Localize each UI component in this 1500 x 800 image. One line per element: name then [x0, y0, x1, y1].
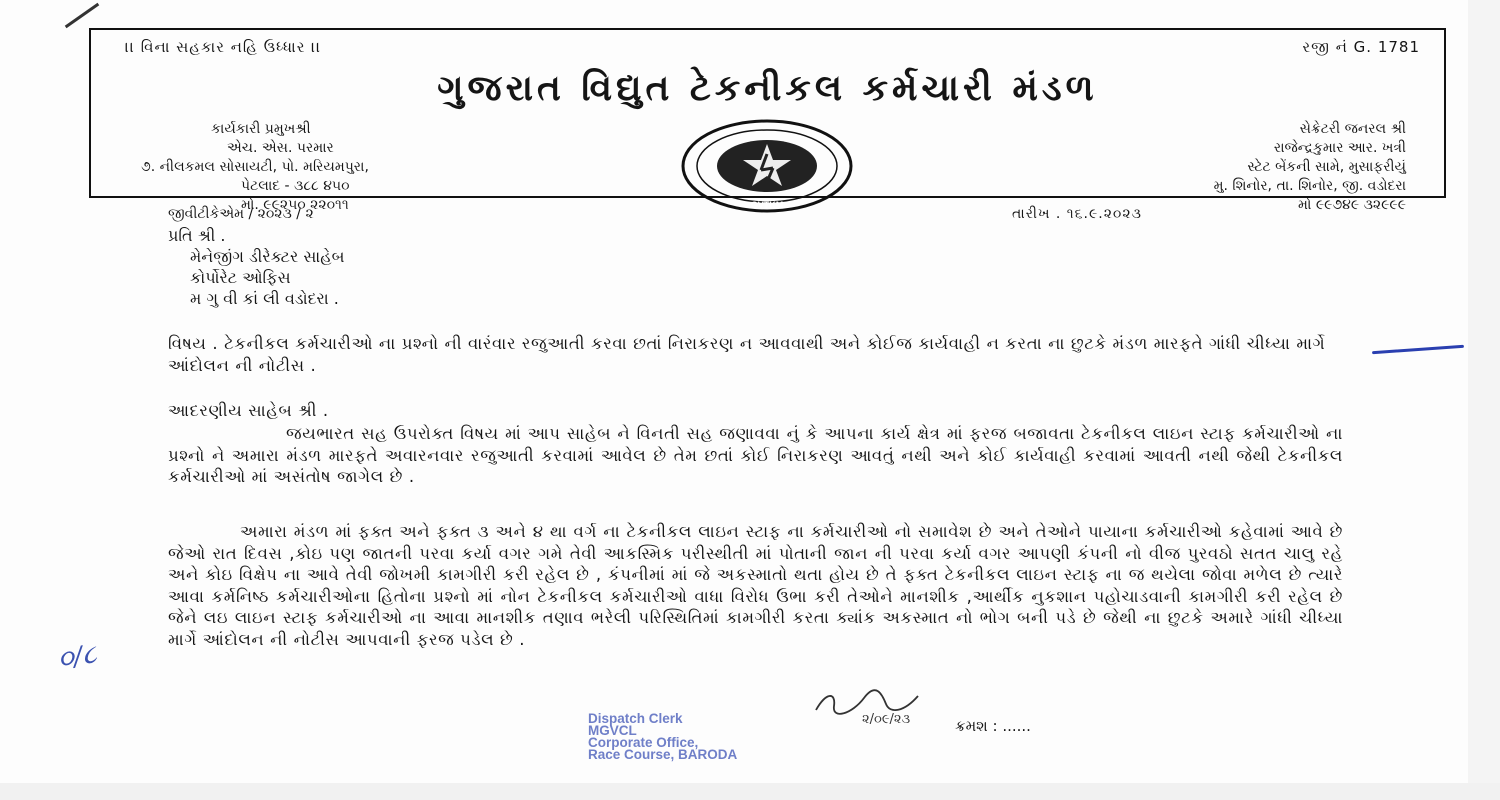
president-title: કાર્યકારી પ્રમુખશ્રી [211, 121, 311, 137]
letterhead-box [89, 28, 1446, 213]
recipient-line4: મ ગુ વી કાં લી વડોદરા . [190, 289, 339, 308]
recipient-address [168, 225, 344, 309]
stamp-line2: MGVCL [588, 723, 637, 738]
recipient-line1: પ્રતિ શ્રી . [168, 226, 226, 245]
secretary-title: સેક્રેટરી જનરલ શ્રી [1299, 121, 1406, 137]
stamp-line4: Race Course, BARODA [588, 747, 738, 762]
secretary-phone: મો ૯૯૭૪૯ ૩૨૯૯૯ [1298, 197, 1406, 213]
continued-marker: ક્રમશ : ...... [955, 717, 1031, 735]
seal-text: GVTKM [750, 200, 784, 210]
handwritten-stamp-date: ૨/૦૯/૨૩ [862, 712, 911, 727]
registration-number: રજી નં G. 1781 [1302, 38, 1420, 56]
secretary-address-line2: મુ. શિનોર, તા. શિનોર, જી. વડોદરા [1213, 178, 1406, 194]
president-address-line2: પેટલાદ - ૩૮૮ ૪૫૦ [241, 178, 350, 194]
president-phone: મો. ૯૯૨૫૦ ૨૨૦૧૧ [241, 197, 349, 213]
organization-seal-icon [679, 118, 855, 218]
subject-line: વિષય . ટેકનીકલ કર્મચારીઓ ના પ્રશ્નો ની વારંવાર રજુઆતી કરવા છતાં નિરાકરણ ન આવવાથી અને કોઈજ કાર્યવાહી ન કરતા ના છુટકે મંડળ મારફતે ગાંધી ચીધ્યા માર્ગે આંદોલન ની નોટીસ . [168, 334, 1326, 375]
recipient-line3: કોર્પોરેટ ઓફિસ [190, 268, 291, 287]
secretary-name: રાજેન્દ્રકુમાર આર. ખત્રી [1273, 140, 1406, 156]
organization-name: ગુજરાત વિદ્યુત ટેકનીકલ કર્મચારી મંડળ [437, 68, 1098, 109]
stamp-line1: Dispatch Clerk [588, 711, 683, 726]
page-right-edge [1468, 0, 1500, 800]
secretary-details [1214, 120, 1406, 215]
corner-pen-mark [65, 3, 99, 28]
salutation: આદરણીય સાહેબ શ્રી . [168, 401, 329, 420]
stamp-line3: Corporate Office, [588, 735, 699, 750]
handwritten-margin-note: ૦/૮ [56, 639, 99, 675]
secretary-address-line1: સ્ટેટ બેંકની સામે, મુસાફરીયું [1247, 159, 1406, 175]
recipient-line2: મેનેજીંગ ડીરેક્ટર સાહેબ [190, 247, 345, 266]
body-paragraph-2: અમારા મંડળ માં ફક્ત અને ફક્ત ૩ અને ૪ થા વર્ગ ના ટેકનીકલ લાઇન સ્ટાફ ના કર્મચારીઓ નો સમાવેશ છે અને તેઓને પાયાના કર્મચારીઓ કહેવામાં આવે છે જેઓ રાત દિવસ ,કોઇ પણ જાતની પરવા કર્યા વગર ગમે તેવી આકસ્મિક પરીસ્થીતી માં પોતાની જાન ની પરવા કર્યા વગર આપણી કંપની નો વીજ પુરવઠો સતત ચાલુ રહે અને કોઇ વિક્ષેપ ના આવે તેવી જોખમી કામગીરી કરી રહેલ છે , કંપનીમાં માં જે અકસ્માતો થતા હોય છે તે ફક્ત ટેકનીકલ લાઇન સ્ટાફ ના જ થયેલા જોવા મળેલ છે ત્યારે આવા કર્મનિષ્ઠ કર્મચારીઓના હિતોના પ્રશ્નો માં નોન ટેકનીકલ કર્મચારીઓ વાધા વિરોધ ઉભા કરી તેઓને માનશીક ,આર્થીક નુકશાન પહોચાડવાની કામગીરી કરી રહેલ છે જેને લઇ લાઇન સ્ટાફ કર્મચારીઓ ના આવા માનશીક તણાવ ભરેલી પરિસ્થિતિમાં કામગીરી કરતા ક્યાંક અકસ્માત નો ભોગ બની પડે છે જેથી ના છુટકે અમારે ગાંધી ચીધ્યા માર્ગે આંદોલન ની નોટીસ આપવાની ફરજ પડેલ છે . [168, 522, 1343, 649]
letter-date: તારીખ . ૧૬.૯.૨૦૨૩ [1012, 206, 1142, 222]
president-details [141, 120, 369, 215]
pen-stroke-mark [1372, 345, 1464, 354]
president-address-line1: ૭. નીલકમલ સોસાયટી, પો. મરિયમપુરા, [141, 159, 369, 175]
president-name: એચ. એસ. પરમાર [227, 140, 334, 156]
body-paragraph-1: જયભારત સહ ઉપરોક્ત વિષય માં આપ સાહેબ ને વિનતી સહ જણાવવા નું કે આપના કાર્ય ક્ષેત્ર માં ફરજ બજાવતા ટેકનીકલ લાઇન સ્ટાફ કર્મચારીઓ ના પ્રશ્નો ને અમારા મંડળ મારફતે અવારનવાર રજુઆતી કરવામાં આવેલ છે તેમ છતાં કોઈ નિરાકરણ આવતું નથી અને કોઈ કાર્યવાહી કરવામાં આવતી નથી જેથી ટેકનીકલ કર્મચારીઓ માં અસંતોષ જાગેલ છે . [168, 424, 1343, 486]
page-bottom-edge [0, 783, 1500, 800]
motto: ।। વિના સહકાર નહિ ઉધ્ધાર ।। [125, 38, 322, 56]
reference-number: જીવીટીકેએમ / ૨૦૨૩ / ૨ [168, 206, 314, 222]
dispatch-stamp [588, 713, 737, 761]
